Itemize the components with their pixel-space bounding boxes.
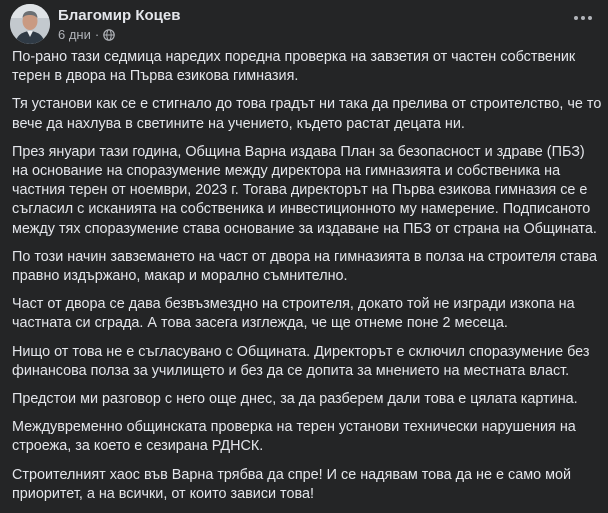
post-subline — [58, 26, 180, 43]
meta-separator: · — [94, 26, 100, 42]
post-paragraph: Междувременно общинската проверка на терен установи технически нарушения на строежа, за което е сезирана РДНСК. — [12, 419, 576, 455]
author-name[interactable]: Благомир Коцев — [58, 6, 181, 24]
post-paragraph: По този начин завземането на част от двора на гимназията в полза на строителя става правно издържано, макар и морално съмнително. — [12, 248, 598, 285]
more-options-icon — [574, 16, 578, 20]
globe-icon[interactable] — [103, 28, 115, 40]
post-paragraph: Строителният хаос във Варна трябва да спре! И се надявам това да не е само мой приоритет, а на всички, от които зависи това! — [12, 466, 572, 502]
post-paragraph: Нищо от това не е съгласувано с Общината. Директорът е сключил споразумение без финансова полза за училището и без да се допита за мнението на местната власт. — [12, 343, 590, 379]
post-paragraph: По-рано тази седмица наредих поредна проверка на завзетия от частен собственик терен в двора на Първа езикова гимназия. — [12, 49, 576, 85]
post-time[interactable]: 6 дни — [58, 26, 91, 42]
more-options-icon — [588, 16, 592, 20]
author-avatar[interactable] — [10, 4, 50, 44]
more-options-icon — [581, 16, 585, 20]
post-meta — [58, 6, 180, 43]
post-paragraph: Предстои ми разговор с него още днес, за да разберем дали това е цялата картина. — [12, 391, 578, 408]
avatar-image — [10, 4, 50, 44]
post-paragraph: Тя установи как се е стигнало до това градът ни така да прелива от строителство, че то вече да нахлува в светините на учението, където растат децата ни. — [12, 96, 602, 132]
post-paragraph: През януари тази година, Община Варна издава План за безопасност и здраве (ПБЗ) на основание на споразумение между директора на гимназията и собственика на частния терен от ноември, 2023 г. Тогава директорът на Първа езикова гимназия се е съгласил с исканията на собственика и инвестиционнoто му намерение. Подписаното между тях споразумение става основание за издаване на ПБЗ от страна на Общината. — [12, 143, 597, 237]
post-body — [12, 48, 602, 513]
post-paragraph: Част от двора се дава безвъзмездно на строителя, докато той не изгради изкопа на частната си сграда. А това засега изглежда, че ще отнеме поне 2 месеца. — [12, 296, 575, 332]
post-header — [10, 4, 180, 44]
more-options-button[interactable] — [568, 6, 598, 30]
